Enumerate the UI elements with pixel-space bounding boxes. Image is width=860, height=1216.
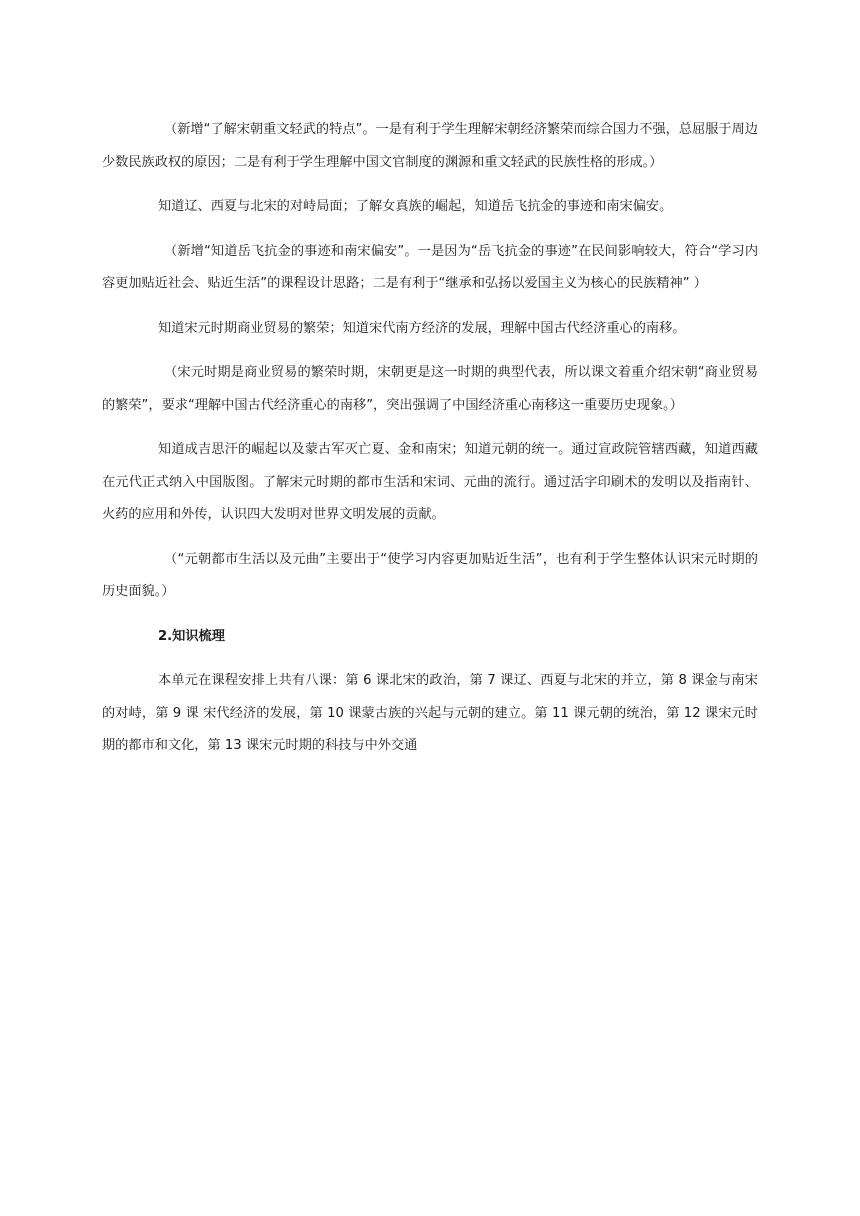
paragraph-genghis-khan: 知道成吉思汗的崛起以及蒙古军灭亡夏、金和南宋；知道元朝的统一。通过宣政院管辖西藏，知道西藏在元代正式纳入中国版图。了解宋元时期的都市生活和宋词、元曲的流行。通过活字印刷术的发明以及指南针、火药的应用和外传，认识四大发明对世界文明发展的贡献。	[102, 442, 758, 522]
paragraph-song-yuan-trade: 知道宋元时期商业贸易的繁荣；知道宋代南方经济的发展，理解中国古代经济重心的南移。	[158, 320, 686, 336]
section-heading: 2.知识梳理	[158, 628, 225, 644]
paragraph-lesson-list: 本单元在课程安排上共有八课：第 6 课北宋的政治，第 7 课辽、西夏与北宋的并立，第 8 课金与南宋的对峙，第 9 课 宋代经济的发展，第 10 课蒙古族的兴起与元朝的建立。第 11 课元朝的统治，第 12 课宋元时期的都市和文化，第 13 课宋元时期的科技与中外交通	[102, 673, 758, 753]
paragraph-note-yuan-city: （“元朝都市生活以及元曲”主要出于“使学习内容更加贴近生活”，也有利于学生整体认识宋元时期的历史面貌。）	[102, 551, 758, 599]
document-body	[102, 114, 758, 763]
paragraph-note-song-wen: （新增“了解宋朝重文轻武的特点”。一是有利于学生理解宋朝经济繁荣而综合国力不强，总屈服于周边少数民族政权的原因；二是有利于学生理解中国文官制度的渊源和重文轻武的民族性格的形成。）	[102, 122, 758, 170]
paragraph-liao-xixia: 知道辽、西夏与北宋的对峙局面；了解女真族的崛起，知道岳飞抗金的事迹和南宋偏安。	[158, 199, 673, 214]
paragraph-note-trade: （宋元时期是商业贸易的繁荣时期，宋朝更是这一时期的典型代表，所以课文着重介绍宋朝“商业贸易的繁荣”，要求“理解中国古代经济重心的南移”，突出强调了中国经济重心南移这一重要历史现象。）	[102, 365, 758, 413]
paragraph-note-yuefei: （新增“知道岳飞抗金的事迹和南宋偏安”。一是因为“岳飞抗金的事迹”在民间影响较大，符合“学习内容更加贴近社会、贴近生活”的课程设计思路；二是有利于“继承和弘扬以爱国主义为核心的民族精神” ）	[102, 243, 758, 291]
